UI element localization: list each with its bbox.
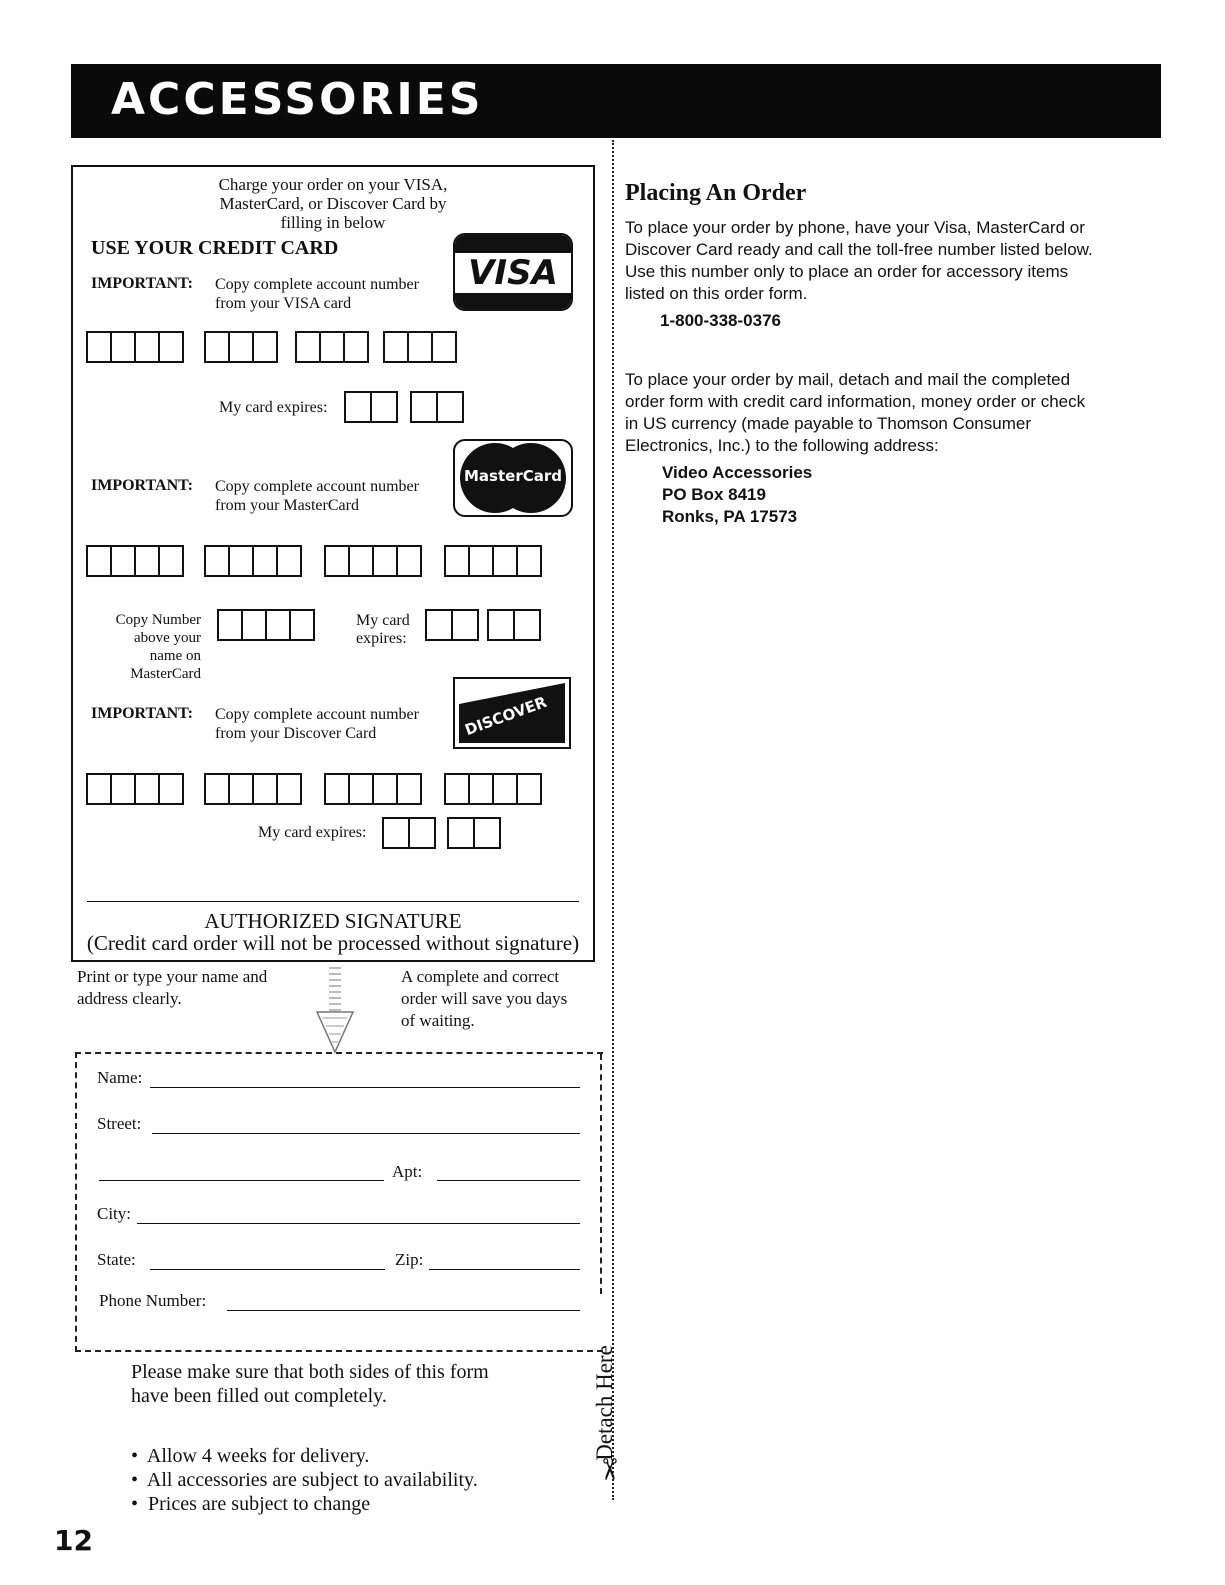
discover-digits-group-2[interactable]	[206, 773, 302, 805]
arrow-down-icon	[315, 966, 355, 1056]
visa-expires-month[interactable]	[346, 391, 398, 423]
mc-digits-group-2[interactable]	[206, 545, 302, 577]
visa-logo: VISA	[453, 233, 573, 311]
name-field[interactable]	[150, 1087, 580, 1088]
mc-instructions: Copy complete account number from your MasterCard	[215, 478, 419, 514]
visa-digits-group-4[interactable]	[385, 331, 457, 363]
phone-label: Phone Number:	[99, 1291, 207, 1310]
page-number: 12	[54, 1524, 93, 1557]
mail-order-paragraph: To place your order by mail, detach and mail the completed order form with credit card information, money order or check in US currency (made payable to Thomson Consumer Electronics, Inc.) to the following address:	[625, 370, 1086, 455]
discover-digits-group-3[interactable]	[326, 773, 422, 805]
mc-expires-year[interactable]	[489, 609, 541, 641]
discover-instructions: Copy complete account number from your Discover Card	[215, 706, 419, 742]
discover-expires-label: My card expires:	[258, 824, 367, 841]
mc-expires-month[interactable]	[427, 609, 479, 641]
scissors-icon: ✂	[591, 1456, 627, 1483]
list-item: • Allow 4 weeks for delivery.	[131, 1445, 370, 1467]
discover-expires-year[interactable]	[449, 817, 501, 849]
complete-note: A complete and correct order will save you days of waiting.	[401, 967, 568, 1030]
page-header	[71, 64, 1161, 138]
phone-number: 1-800-338-0376	[660, 311, 781, 330]
credit-card-box	[71, 165, 595, 962]
discover-digits-group-1[interactable]	[88, 773, 184, 805]
visa-digits-group-3[interactable]	[297, 331, 369, 363]
list-item: • Prices are subject to change	[131, 1493, 371, 1515]
address-form	[75, 1052, 603, 1352]
placing-order-title: Placing An Order	[625, 180, 807, 206]
phone-field[interactable]	[227, 1310, 580, 1311]
credit-intro: Charge your order on your VISA, MasterCard, or Discover Card by filling in below	[218, 175, 448, 232]
mc-digits-group-3[interactable]	[326, 545, 422, 577]
mc-copy-number-digits[interactable]	[219, 609, 315, 641]
visa-digits-group-1[interactable]	[88, 331, 184, 363]
apt-label: Apt:	[392, 1162, 423, 1181]
mc-digits-group-4[interactable]	[446, 545, 542, 577]
cut-line	[612, 140, 614, 1500]
state-field[interactable]	[150, 1269, 385, 1270]
mc-digits-group-1[interactable]	[88, 545, 184, 577]
discover-expires-month[interactable]	[384, 817, 436, 849]
bullet-list	[131, 1444, 478, 1516]
visa-digits-group-2[interactable]	[206, 331, 278, 363]
city-label: City:	[97, 1204, 132, 1223]
discover-digits-group-4[interactable]	[446, 773, 542, 805]
credit-heading: USE YOUR CREDIT CARD	[91, 237, 339, 259]
visa-expires-year[interactable]	[412, 391, 464, 423]
discover-logo: DISCOVER	[453, 677, 571, 749]
address-form-right-edge	[600, 1054, 602, 1294]
zip-label: Zip:	[395, 1250, 424, 1269]
important-label: IMPORTANT:	[91, 705, 193, 722]
important-label: IMPORTANT:	[91, 275, 193, 292]
sure-note: Please make sure that both sides of this form have been filled out completely.	[131, 1361, 489, 1407]
phone-order-paragraph: To place your order by phone, have your Visa, MasterCard or Discover Card ready and call the toll-free number listed below. Use this number only to place an order for accessory items listed on this order form.	[625, 218, 1093, 303]
mc-expires-label: My card expires:	[356, 612, 410, 647]
signature-label: AUTHORIZED SIGNATURE	[204, 909, 462, 933]
visa-instructions: Copy complete account number from your VISA card	[215, 276, 419, 312]
mail-address: Video Accessories PO Box 8419 Ronks, PA 17573	[662, 463, 813, 526]
city-field[interactable]	[137, 1223, 580, 1224]
print-note: Print or type your name and address clearly.	[77, 967, 268, 1008]
mastercard-logo: MasterCard	[453, 439, 573, 517]
important-label: IMPORTANT:	[91, 477, 193, 494]
visa-expires-label: My card expires:	[219, 399, 328, 416]
street-line-2-field[interactable]	[99, 1180, 384, 1181]
street-label: Street:	[97, 1114, 142, 1133]
mc-copy-number-label: Copy Number above your name on MasterCard	[115, 612, 201, 682]
detach-here-label: Detach Here	[592, 1345, 617, 1461]
signature-note: (Credit card order will not be processed without signature)	[86, 931, 580, 955]
state-label: State:	[97, 1250, 136, 1269]
signature-line[interactable]	[87, 901, 579, 902]
list-item: • All accessories are subject to availability.	[131, 1469, 478, 1491]
apt-field[interactable]	[437, 1180, 580, 1181]
street-field[interactable]	[152, 1133, 580, 1134]
name-label: Name:	[97, 1068, 143, 1087]
zip-field[interactable]	[429, 1269, 580, 1270]
page-title: ACCESSORIES	[111, 74, 484, 125]
